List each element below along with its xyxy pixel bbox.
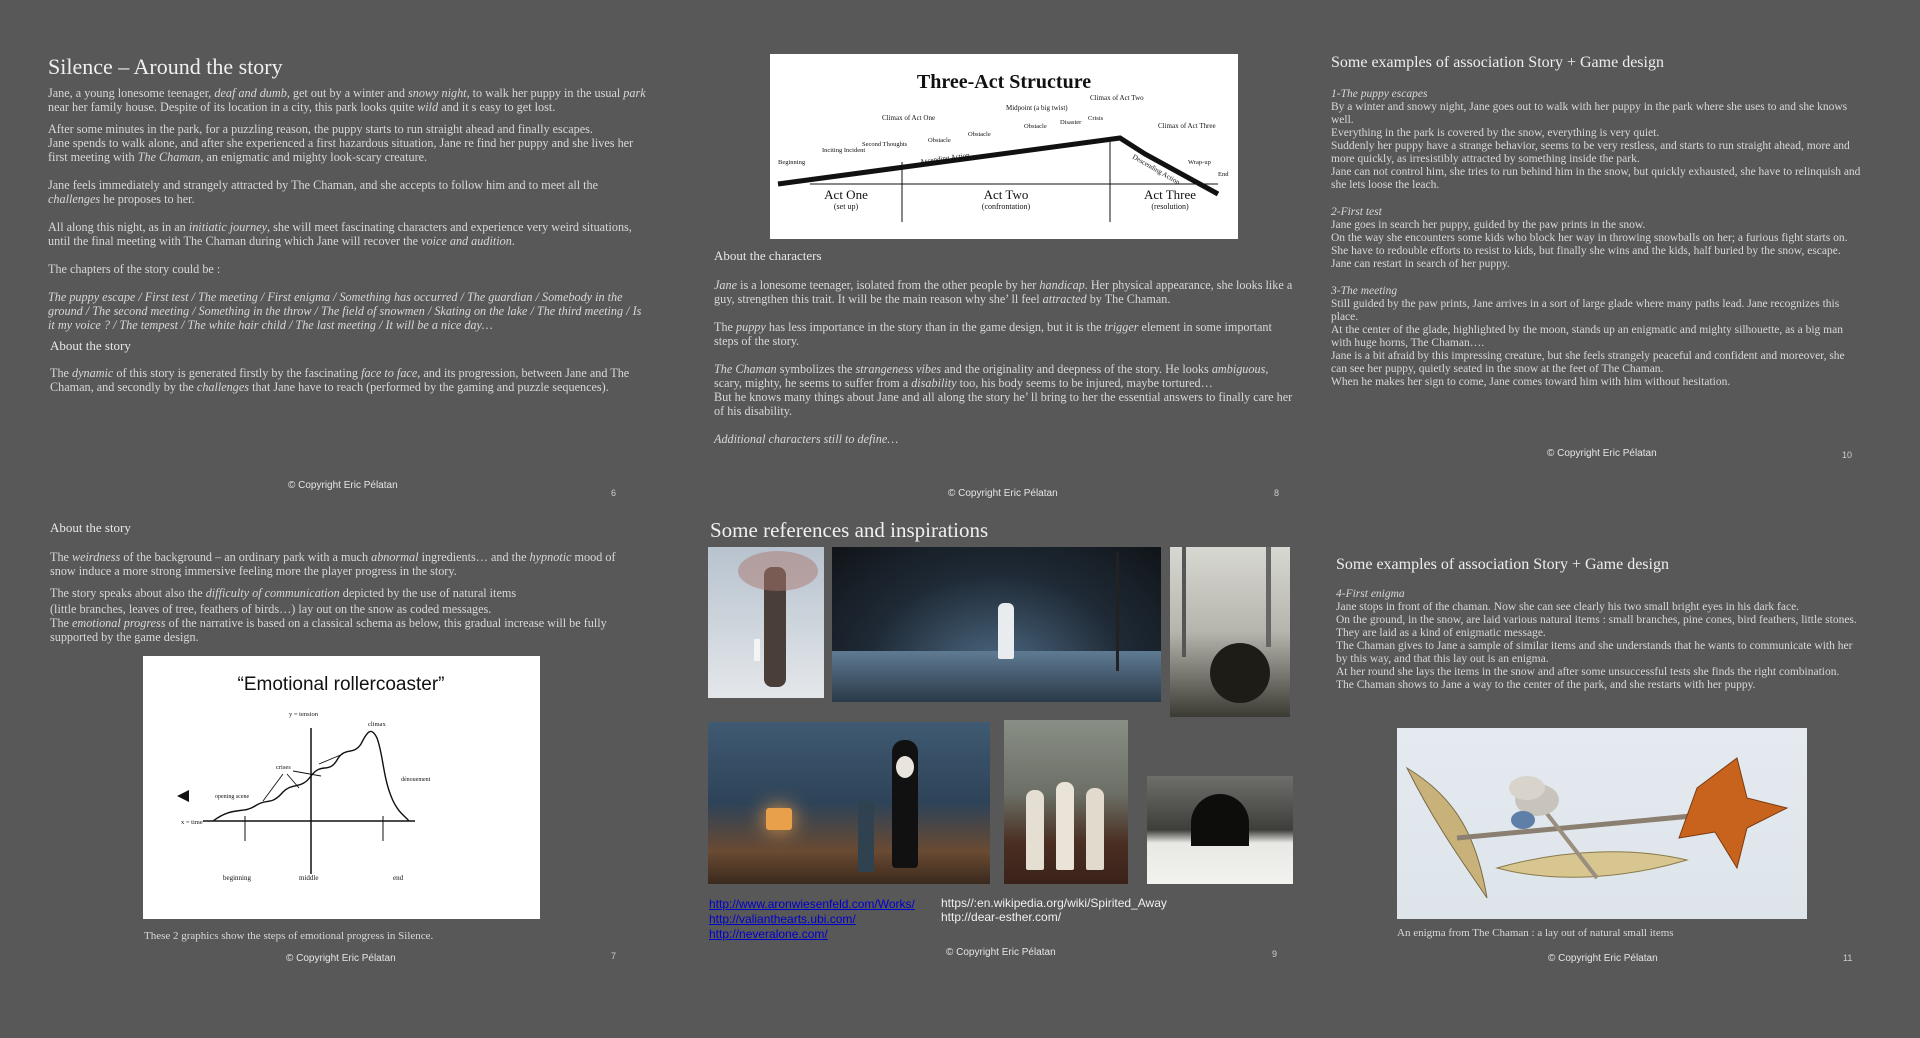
p6-para6: The chapters of the story could be :	[48, 262, 221, 276]
reference-links	[709, 896, 915, 941]
label-middle: middle	[299, 874, 319, 882]
page-number: 7	[611, 951, 617, 961]
label-y-tension: y = tension	[289, 711, 318, 718]
p6-para4: Jane feels immediately and strangely attracted by The Chaman, and she accepts to follow him and to meet all the challenges he proposes to her.	[48, 178, 599, 206]
copyright: © Copyright Eric Pélatan	[286, 953, 396, 964]
label-act-one: Act One	[824, 187, 868, 202]
figure-caption: An enigma from The Chaman : a lay out of natural small items	[1397, 927, 1674, 939]
s3-line-4: When he makes her sign to come, Jane comes toward him with him without hesitation.	[1331, 376, 1731, 388]
label-x-time: x = time	[181, 819, 203, 826]
label-inciting: Inciting Incident	[822, 147, 866, 154]
copyright: © Copyright Eric Pélatan	[946, 947, 1056, 958]
label-beginning: Beginning	[778, 159, 806, 166]
crisis-arrow-4	[319, 754, 343, 764]
rollercoaster-diagram	[143, 656, 540, 919]
label-obstacle-1: Obstacle	[928, 137, 951, 144]
crisis-arrow-3	[293, 771, 321, 776]
label-ascending: Ascending Action	[919, 151, 971, 166]
page-number: 10	[1842, 450, 1853, 460]
copyright: © Copyright Eric Pélatan	[288, 480, 398, 491]
reference-image-white-figures	[1004, 720, 1128, 884]
s3-line-2: At the center of the glade, highlighted by the moon, stands up an enigmatic and mighty silhouette, as a big man with huge horns, The Chaman….	[1331, 324, 1843, 349]
page-title: Some references and inspirations	[710, 518, 989, 542]
label-descending: Descending Action	[1131, 152, 1182, 187]
label-climax-act1: Climax of Act One	[882, 114, 936, 122]
s1-line-4: Jane can not control him, she tries to run behind him in the snow, but quickly exhausted, she have to relinquish and she lets loose the leach.	[1331, 166, 1861, 191]
stone-icon	[1509, 776, 1545, 800]
label-second-thoughts: Second Thoughts	[862, 141, 908, 148]
p8-para1: Jane is a lonesome teenager, isolated from the other people by her handicap. Her physical appearance, she looks like a guy, strengthen this trait. It will be the main reason why she’ ll feel attracted by The Chaman.	[714, 278, 1293, 306]
cursor-marker-icon	[177, 790, 189, 802]
section-1-title: 1-The puppy escapes	[1331, 88, 1428, 100]
page-6	[48, 54, 648, 402]
p7-para3: The emotional progress of the narrative is based on a classical schema as below, this gradual increase will be fully supported by the game design.	[50, 616, 607, 644]
page-title: Some examples of association Story + Game design	[1336, 556, 1669, 573]
s2-line-3: She have to redouble efforts to resist to kids, but finally she wins and the kids, half buried by the snow, escape.	[1331, 245, 1841, 257]
s1-line-1: By a winter and snowy night, Jane goes out to walk with her puppy in the park where she uses to and she knows well.	[1331, 101, 1848, 126]
label-wrapup: Wrap-up	[1188, 159, 1211, 166]
label-end: end	[393, 874, 404, 882]
copyright: © Copyright Eric Pélatan	[1547, 448, 1657, 459]
section-3-title: 3-The meeting	[1331, 285, 1398, 297]
label-disaster: Disaster	[1060, 119, 1082, 126]
page-11	[1336, 556, 1866, 692]
page-number: 9	[1272, 949, 1278, 959]
link-valianthearts[interactable]: http://valianthearts.ubi.com/	[709, 912, 856, 926]
p7-para2: The story speaks about also the difficulty of communication depicted by the use of natural items	[50, 586, 517, 600]
page-10	[1331, 54, 1861, 389]
section-2-title: 2-First test	[1331, 206, 1382, 218]
p8-para5: Additional characters still to define…	[714, 432, 899, 446]
page-title: Silence – Around the story	[48, 54, 283, 79]
label-obstacle-3: Obstacle	[1024, 123, 1047, 130]
label-beginning: beginning	[223, 874, 251, 882]
p8-para2: The puppy has less importance in the story than in the game design, but it is the trigger element in some important steps of the story.	[714, 320, 1272, 348]
enigma-illustration	[1397, 728, 1807, 919]
s3-line-3: Jane is a bit afraid by this impressing creature, but she feels strangely peaceful and confident and moreover, she can see her puppy, quietly seated in the snow at the feet of The Chaman.	[1331, 350, 1845, 375]
text-spirited-away: https//:en.wikipedia.org/wiki/Spirited_Away	[941, 896, 1167, 910]
page-number: 6	[611, 488, 617, 498]
label-climax-act2: Climax of Act Two	[1090, 94, 1144, 102]
page-8	[714, 248, 1296, 454]
p6-chapters: The puppy escape / First test / The meeting / First enigma / Something has occurred / The guardian / Somebody in the ground / The second meeting / Something in the throw / The field of snowmen / Skating on the lake / The third meeting / Is it my voice ? / The tempest / The white hair child / The last meeting / It will be a nice day…	[48, 290, 642, 332]
s4-line-5: At her round she lays the items in the snow and after some unsuccessful tests she finds the right combination.	[1336, 666, 1840, 678]
label-climax-act3: Climax of Act Three	[1158, 122, 1216, 130]
enigma-image	[1397, 728, 1807, 919]
copyright: © Copyright Eric Pélatan	[1548, 953, 1658, 964]
link-neveralone[interactable]: http://neveralone.com/	[709, 927, 828, 941]
page-number: 11	[1843, 953, 1853, 963]
p6-para5: All along this night, as in an initiatic journey, she will meet fascinating characters and experience very weird situations, until the final meeting with The Chaman during which Jane will recover the voice and audition.	[48, 220, 632, 248]
s4-line-4: The Chaman gives to Jane a sample of similar items and she understands that he wants to communicate with her by this way, and that this lay out is an enigma.	[1336, 640, 1853, 665]
label-act-two-sub: (confrontation)	[981, 202, 1031, 211]
section-4-title: 4-First enigma	[1336, 588, 1405, 600]
label-act-one-sub: (set up)	[833, 202, 859, 211]
section-title: About the story	[50, 338, 131, 353]
p8-para3: The Chaman symbolizes the strangeness vibes and the originality and deepness of the story. He looks ambiguous, scary, mighty, he seems to suffer from a disability too, his body seems to be injured, maybe tortured…	[714, 362, 1269, 390]
p6-para1: Jane, a young lonesome teenager, deaf and dumb, get out by a winter and snowy night, to walk her puppy in the usual park near her family house. Despite of its location in a city, this park looks quite wild and it s easy to get lost.	[48, 86, 646, 114]
leaf-icon	[1679, 758, 1787, 868]
p6-para3: Jane spends to walk alone, and after she experienced a first hazardous situation, Jane re find her puppy and she lives her first meeting with The Chaman, an enigmatic and mighty look-scary creature.	[48, 136, 634, 164]
emotional-rollercoaster-figure	[143, 656, 540, 919]
reference-image-girl-field	[832, 547, 1161, 702]
reference-plain-links	[941, 896, 1167, 924]
label-act-three-sub: (resolution)	[1151, 202, 1189, 211]
page-title: Some examples of association Story + Game design	[1331, 54, 1664, 71]
p6-about: The dynamic of this story is generated firstly by the fascinating face to face, and its progression, between Jane and The Chaman, and secondly by the challenges that Jane have to reach (performed by the gaming and puzzle sequences).	[50, 366, 630, 394]
label-midpoint: Midpoint (a big twist)	[1006, 104, 1068, 112]
label-obstacle-2: Obstacle	[968, 131, 991, 138]
s4-line-3: They are laid as a kind of enigmatic message.	[1336, 627, 1546, 639]
feather-icon	[1407, 768, 1487, 898]
p6-para2: After some minutes in the park, for a puzzling reason, the puppy starts to run straight ahead and finally escapes.	[48, 122, 593, 136]
s4-line-2: On the ground, in the snow, are laid various natural items : small branches, pine cones, bird feathers, little stones.	[1336, 614, 1857, 626]
label-denouement: dénouement	[401, 777, 431, 783]
section-title: About the characters	[714, 248, 822, 263]
s2-line-4: Jane can restart in search of her puppy.	[1331, 258, 1510, 270]
reference-image-snow-tree	[708, 547, 824, 698]
page-7	[50, 520, 640, 652]
link-aronwiesenfeld[interactable]: http://www.aronwiesenfeld.com/Works/	[709, 897, 915, 911]
copyright: © Copyright Eric Pélatan	[948, 488, 1058, 499]
section-title: About the story	[50, 520, 131, 535]
p8-para4: But he knows many things about Jane and all along the story he’ ll bring to her the essential answers to finally care her of his disability.	[714, 390, 1293, 418]
label-crisis: Crisis	[1088, 115, 1104, 122]
s2-line-1: Jane goes in search her puppy, guided by the paw prints in the snow.	[1331, 219, 1646, 231]
p7-para1: The weirdness of the background – an ordinary park with a much abnormal ingredients… and the hypnotic mood of snow induce a more strong immersive feeling more the player progress in the story.	[50, 550, 616, 578]
p7-para2b: (little branches, leaves of tree, feathers of birds…) lay out on the snow as coded messages.	[50, 602, 492, 616]
reference-image-tunnel	[1147, 776, 1293, 884]
s4-line-1: Jane stops in front of the chaman. Now she can see clearly his two small bright eyes in his dark face.	[1336, 601, 1800, 613]
s3-line-1: Still guided by the paw prints, Jane arrives in a sort of large glade where many paths lead. Jane recognizes this place.	[1331, 298, 1840, 323]
label-climax: climax	[368, 721, 386, 728]
three-act-figure	[770, 54, 1238, 239]
s2-line-2: On the way she encounters some kids who block her way in throwing snowballs on her; a furious fight starts on.	[1331, 232, 1848, 244]
blue-stone-icon	[1511, 811, 1535, 829]
figure-title: “Emotional rollercoaster”	[237, 674, 445, 695]
page-number: 8	[1274, 488, 1280, 498]
reference-image-forest	[1170, 547, 1290, 717]
diagram-title: Three-Act Structure	[916, 71, 1092, 93]
s4-line-6: The Chaman shows to Jane a way to the center of the park, and she restarts with her puppy.	[1336, 679, 1756, 691]
label-act-three: Act Three	[1143, 187, 1197, 202]
text-dear-esther: http://dear-esther.com/	[941, 910, 1062, 924]
label-opening-scene: opening scene	[215, 794, 250, 800]
label-end: End	[1218, 171, 1229, 178]
reference-image-spirited-away	[708, 722, 990, 884]
label-act-two: Act Two	[983, 187, 1029, 202]
crisis-arrow-1	[263, 774, 283, 801]
figure-caption: These 2 graphics show the steps of emotional progress in Silence.	[144, 930, 434, 942]
label-crises: crises	[276, 764, 291, 771]
s1-line-2: Everything in the park is covered by the snow, everything is very quiet.	[1331, 127, 1660, 139]
three-act-diagram	[770, 54, 1238, 239]
s1-line-3: Suddenly her puppy have a strange behavior, seems to be very restless, and starts to run straight ahead, more and more quickly, as irresistibly attracted by something inside the park.	[1331, 140, 1850, 165]
